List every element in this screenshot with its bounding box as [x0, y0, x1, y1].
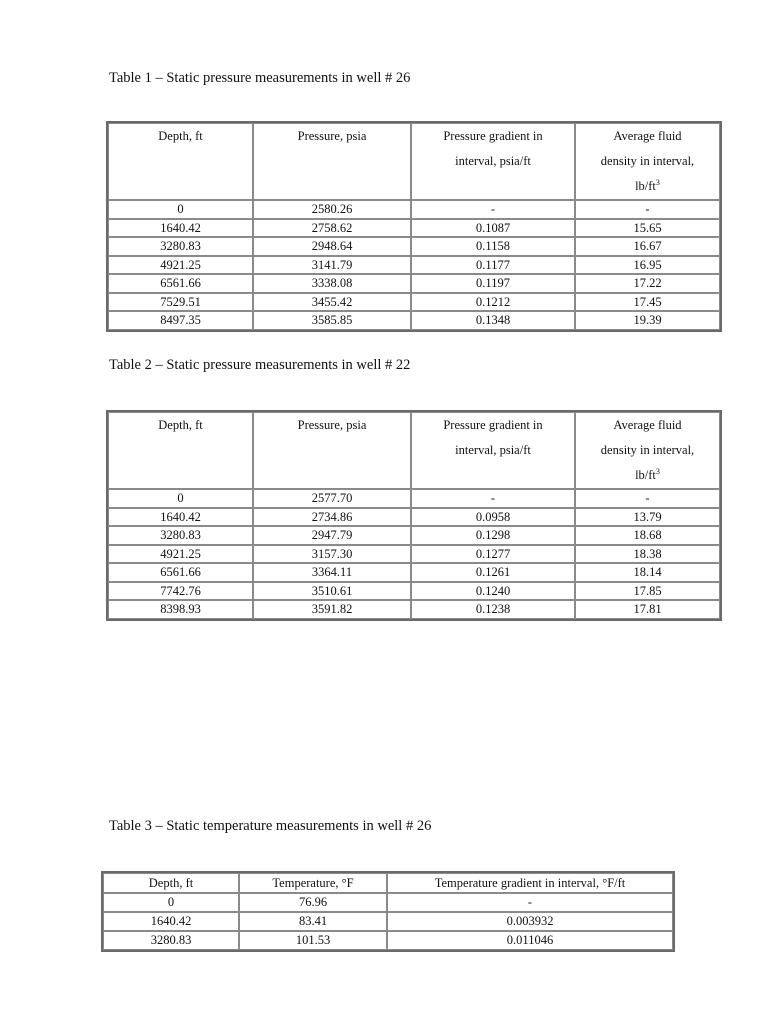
table-cell: 0.1238 — [411, 600, 575, 619]
table-cell: 2947.79 — [253, 526, 411, 545]
table-cell: 3364.11 — [253, 563, 411, 582]
table-cell: 18.14 — [575, 563, 720, 582]
table-cell: 0 — [108, 200, 253, 219]
table1-header-row — [108, 123, 720, 200]
table2-header-row — [108, 412, 720, 489]
table-cell: 8398.93 — [108, 600, 253, 619]
table-cell: 0 — [103, 893, 239, 912]
table-cell: 3338.08 — [253, 274, 411, 293]
table-cell: 0.1298 — [411, 526, 575, 545]
table-cell: 18.68 — [575, 526, 720, 545]
table-cell: 3141.79 — [253, 256, 411, 275]
table-cell: 7529.51 — [108, 293, 253, 312]
table-cell: 1640.42 — [108, 219, 253, 238]
table-cell: 17.45 — [575, 293, 720, 312]
table-cell: 3455.42 — [253, 293, 411, 312]
table-row — [108, 582, 720, 601]
table-cell: 18.38 — [575, 545, 720, 564]
table-cell: 3585.85 — [253, 311, 411, 330]
table-cell: 0.1197 — [411, 274, 575, 293]
table-cell: 1640.42 — [103, 912, 239, 931]
table-row — [108, 489, 720, 508]
table-row — [103, 912, 673, 931]
table-cell: 1640.42 — [108, 508, 253, 527]
table2-header-density: Average fluid density in interval, $lb/ft^3$ — [575, 412, 720, 489]
table-cell: 76.96 — [239, 893, 387, 912]
table-cell: 2758.62 — [253, 219, 411, 238]
table-cell: 3157.30 — [253, 545, 411, 564]
table-cell: 4921.25 — [108, 545, 253, 564]
table-row — [108, 508, 720, 527]
table-cell: 0.1212 — [411, 293, 575, 312]
table-row — [108, 200, 720, 219]
table-cell: 3591.82 — [253, 600, 411, 619]
table2-caption: Table 2 – Static pressure measurements in well # 22 — [109, 357, 411, 373]
table-cell: 3280.83 — [103, 931, 239, 950]
table-cell: - — [575, 200, 720, 219]
table-cell: 0.1277 — [411, 545, 575, 564]
table-cell: - — [387, 893, 673, 912]
table-cell: 17.81 — [575, 600, 720, 619]
table-cell: 15.65 — [575, 219, 720, 238]
table1-header-density: Average fluid density in interval, $lb/ft^3$ — [575, 123, 720, 200]
table-cell: 4921.25 — [108, 256, 253, 275]
table-cell: 2577.70 — [253, 489, 411, 508]
table-cell: 3510.61 — [253, 582, 411, 601]
table-cell: 0 — [108, 489, 253, 508]
table1-header-pressure: Pressure, psia — [253, 123, 411, 200]
table-cell: - — [411, 489, 575, 508]
table-cell: 0.1261 — [411, 563, 575, 582]
table-cell: 0.1158 — [411, 237, 575, 256]
table-row — [108, 219, 720, 238]
table1-header-depth: Depth, ft — [108, 123, 253, 200]
table-cell: 3280.83 — [108, 526, 253, 545]
table-cell: 16.95 — [575, 256, 720, 275]
table3-header-depth: Depth, ft — [103, 873, 239, 893]
table-cell: 2734.86 — [253, 508, 411, 527]
table-cell: 16.67 — [575, 237, 720, 256]
table3 — [101, 871, 675, 952]
table3-caption: Table 3 – Static temperature measurements in well # 26 — [109, 818, 432, 834]
table-row — [108, 563, 720, 582]
table2-header-pressure: Pressure, psia — [253, 412, 411, 489]
table-cell: 3280.83 — [108, 237, 253, 256]
table2-header-depth: Depth, ft — [108, 412, 253, 489]
table3-header-gradient: Temperature gradient in interval, °F/ft — [387, 873, 673, 893]
table-cell: 0.003932 — [387, 912, 673, 931]
table-cell: 0.0958 — [411, 508, 575, 527]
table-cell: - — [411, 200, 575, 219]
table-cell: 0.1087 — [411, 219, 575, 238]
table-cell: 6561.66 — [108, 563, 253, 582]
table-row — [108, 293, 720, 312]
table-row — [108, 600, 720, 619]
table-cell: 7742.76 — [108, 582, 253, 601]
table-row — [108, 256, 720, 275]
table1 — [106, 121, 722, 332]
table-cell: 8497.35 — [108, 311, 253, 330]
table-cell: 17.85 — [575, 582, 720, 601]
table-cell: 2580.26 — [253, 200, 411, 219]
table2 — [106, 410, 722, 621]
table3-header-temperature: Temperature, °F — [239, 873, 387, 893]
table-cell: 17.22 — [575, 274, 720, 293]
table3-header-row — [103, 873, 673, 893]
table-cell: 0.1348 — [411, 311, 575, 330]
table-cell: 0.011046 — [387, 931, 673, 950]
table1-caption: Table 1 – Static pressure measurements in well # 26 — [109, 70, 411, 86]
table-cell: 19.39 — [575, 311, 720, 330]
table-cell: 6561.66 — [108, 274, 253, 293]
table-row — [103, 931, 673, 950]
table-row — [108, 545, 720, 564]
table-cell: - — [575, 489, 720, 508]
table-row — [108, 274, 720, 293]
table-row — [103, 893, 673, 912]
table-cell: 13.79 — [575, 508, 720, 527]
table-cell: 0.1240 — [411, 582, 575, 601]
table-row — [108, 237, 720, 256]
table-cell: 101.53 — [239, 931, 387, 950]
table-cell: 83.41 — [239, 912, 387, 931]
table-cell: 0.1177 — [411, 256, 575, 275]
table-row — [108, 526, 720, 545]
table-row — [108, 311, 720, 330]
table1-header-gradient: Pressure gradient in interval, psia/ft — [411, 123, 575, 200]
table-cell: 2948.64 — [253, 237, 411, 256]
table2-header-gradient: Pressure gradient in interval, psia/ft — [411, 412, 575, 489]
